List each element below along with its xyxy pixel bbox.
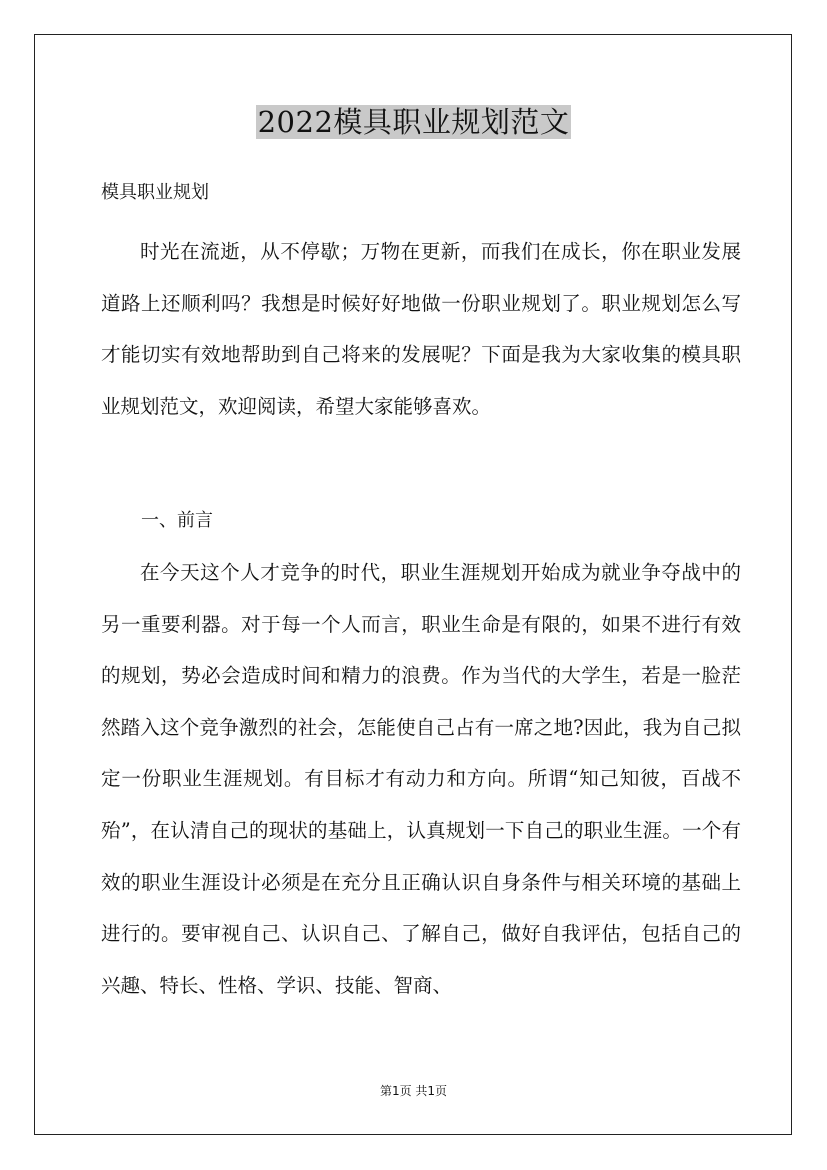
- section-heading-preface: 一、前言: [141, 510, 213, 531]
- intro-paragraph: 时光在流逝，从不停歇；万物在更新，而我们在成长，你在职业发展道路上还顺利吗？我想是时候好好地做一份职业规划了。职业规划怎么写才能切实有效地帮助到自己将来的发展呢？下面是我为大家收集的模具职业规划范文，欢迎阅读，希望大家能够喜欢。: [101, 240, 741, 418]
- document-subheading: 模具职业规划: [101, 182, 209, 203]
- document-title-text: 2022模具职业规划范文: [257, 105, 570, 139]
- body-paragraph: 在今天这个人才竞争的时代，职业生涯规划开始成为就业争夺战中的另一重要利器。对于每一个人而言，职业生命是有限的，如果不进行有效的规划，势必会造成时间和精力的浪费。作为当代的大学生，若是一脸茫然踏入这个竞争激烈的社会，怎能使自己占有一席之地?因此，我为自己拟定一份职业生涯规划。有目标才有动力和方向。所谓“知己知彼，百战不殆”，在认清自己的现状的基础上，认真规划一下自己的职业生涯。一个有效的职业生涯设计必须是在充分且正确认识自身条件与相关环境的基础上进行的。要审视自己、认识自己、了解自己，做好自我评估，包括自己的兴趣、特长、性格、学识、技能、智商、: [101, 561, 741, 997]
- document-title: [0, 102, 827, 142]
- page-number-footer: 第1页 共1页: [379, 1084, 448, 1098]
